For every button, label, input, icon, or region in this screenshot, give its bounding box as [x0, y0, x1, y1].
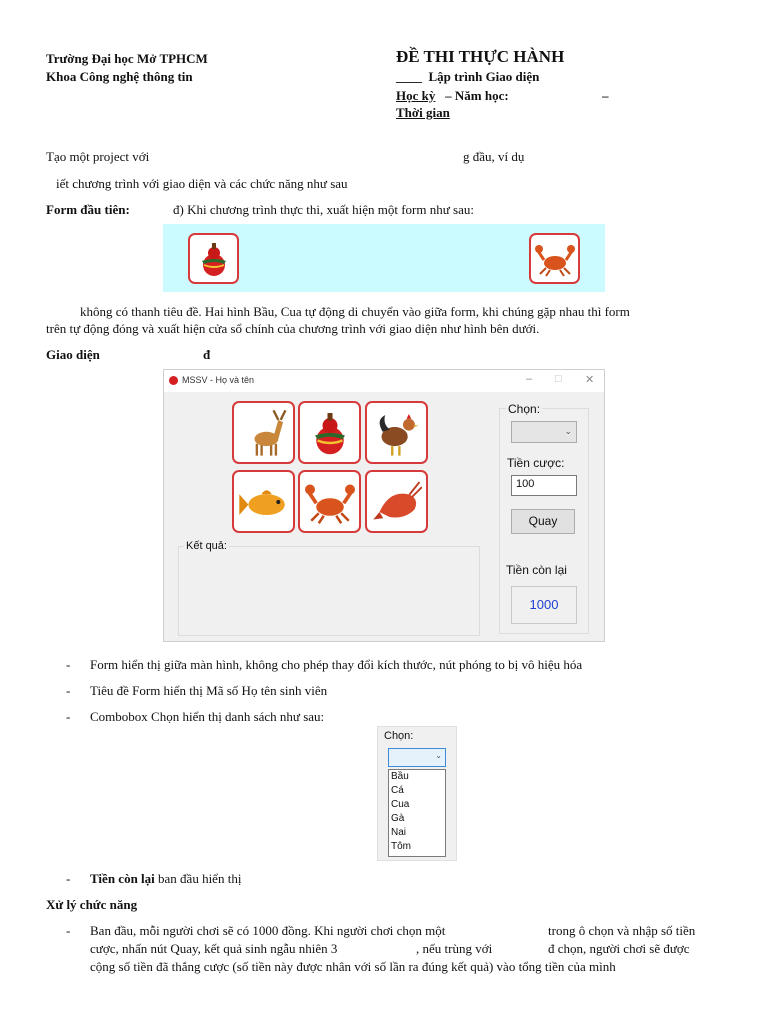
- bullet-2: Tiêu đề Form hiển thị Mã số Họ tên sinh viên: [90, 683, 328, 698]
- close-icon[interactable]: ✕: [585, 374, 595, 386]
- app-icon: [169, 376, 178, 385]
- processing-line2-b: , nếu trùng với: [416, 941, 493, 956]
- rooster-icon[interactable]: [365, 401, 428, 464]
- intro-line1-left: Tạo một project với: [46, 149, 150, 164]
- exam-title: ĐỀ THI THỰC HÀNH: [396, 47, 565, 66]
- bullet-dash-3: -: [66, 709, 71, 724]
- bullet-dash-1: -: [66, 657, 71, 672]
- tien-con-lai-label: Tiền còn lại: [506, 563, 567, 577]
- semester-line: [396, 88, 509, 104]
- quay-button[interactable]: Quay: [511, 509, 575, 534]
- ui-section-label: Giao diện: [46, 347, 100, 362]
- bullet-4-rest: ban đầu hiển thị: [158, 871, 242, 886]
- processing-line1-a: Ban đầu, mỗi người chơi sẽ có 1000 đồng. Khi người chơi chọn một: [90, 923, 446, 938]
- bullet-dash-2: -: [66, 683, 71, 698]
- gourd-icon: [188, 233, 239, 284]
- list-item[interactable]: Cá: [391, 785, 404, 796]
- form-text: đ) Khi chương trình thực thi, xuất hiện một form như sau:: [173, 202, 474, 217]
- intro-line2: iết chương trình với giao diện và các chức năng như sau: [56, 176, 348, 191]
- semester-label: Học kỳ: [396, 88, 436, 103]
- bullet-1: Form hiển thị giữa màn hình, không cho phép thay đổi kích thước, nút phóng to bị vô hiệu hóa: [90, 657, 583, 672]
- description-line2: trên tự động đóng và xuất hiện cửa sổ chính của chương trình với giao diện như hình bên dưới.: [46, 321, 540, 336]
- intro-line1-right: g đầu, ví dụ: [463, 149, 525, 164]
- list-item[interactable]: Gà: [391, 813, 405, 824]
- faculty-name: Khoa Công nghệ thông tin: [46, 69, 193, 84]
- chon-label: Chọn:: [508, 402, 541, 416]
- list-item[interactable]: Bầu: [391, 771, 409, 782]
- maximize-icon: □: [555, 373, 562, 385]
- processing-line3: cộng số tiền đã thắng cược (số tiền này được nhân với số lần ra đúng kết quả) vào tổng tiền của mình: [90, 959, 616, 974]
- shrimp-icon[interactable]: [365, 470, 428, 533]
- processing-line1-b: trong ô chọn và nhập số tiền: [548, 923, 696, 938]
- bullet-4: [90, 871, 241, 887]
- university-name: Trường Đại học Mở TPHCM: [46, 51, 208, 66]
- dropdown-label: Chọn:: [384, 730, 414, 742]
- list-item[interactable]: Nai: [391, 827, 407, 838]
- time-label: Thời gian: [396, 105, 450, 120]
- bullet-4-bold: Tiền còn lại: [90, 871, 155, 886]
- dropdown-list: [388, 769, 446, 857]
- window-title: MSSV - Họ và tên: [182, 375, 255, 385]
- form-label: Form đầu tiên:: [46, 202, 130, 217]
- minimize-icon[interactable]: –: [526, 373, 533, 385]
- course-name: Lập trình Giao diện: [428, 69, 540, 84]
- chevron-down-icon: ⌄: [564, 426, 572, 436]
- course-blank: ____: [396, 69, 422, 84]
- window-titlebar: [164, 370, 604, 392]
- year-dash: –: [602, 88, 609, 103]
- processing-line2-c: đ chọn, người chơi sẽ được: [548, 941, 690, 956]
- result-label: Kết quả:: [186, 540, 227, 552]
- bullet-3: Combobox Chọn hiển thị danh sách như sau:: [90, 709, 325, 724]
- crab-icon[interactable]: [298, 470, 361, 533]
- bullet-dash-5: -: [66, 923, 71, 938]
- splash-banner: [163, 224, 605, 292]
- crab-icon: [529, 233, 580, 284]
- processing-line2-a: cược, nhấn nút Quay, kết quả sinh ngẫu nhiên 3: [90, 941, 338, 956]
- fish-icon[interactable]: [232, 470, 295, 533]
- chevron-down-icon: ⌄: [435, 751, 442, 760]
- tien-cuoc-label: Tiền cược:: [507, 456, 565, 470]
- ui-section-suffix: đ: [203, 347, 211, 362]
- dropdown-illustration: [377, 726, 457, 861]
- list-item[interactable]: Tôm: [391, 841, 411, 852]
- result-group: [178, 546, 480, 636]
- list-item[interactable]: Cua: [391, 799, 410, 810]
- gourd-icon[interactable]: [298, 401, 361, 464]
- course-line: [396, 69, 539, 85]
- description-line1: không có thanh tiêu đề. Hai hình Bầu, Cua tự động di chuyển vào giữa form, khi chúng gặp nhau thì form: [80, 304, 630, 319]
- year-label: – Năm học:: [445, 88, 509, 103]
- chon-combobox[interactable]: [511, 421, 577, 443]
- processing-heading: Xử lý chức năng: [46, 897, 138, 912]
- tien-con-lai-value: 1000: [511, 586, 577, 624]
- deer-icon[interactable]: [232, 401, 295, 464]
- dropdown-combobox[interactable]: [388, 748, 446, 767]
- tien-cuoc-input[interactable]: 100: [511, 475, 577, 496]
- main-window: [163, 369, 605, 642]
- bullet-dash-4: -: [66, 871, 71, 886]
